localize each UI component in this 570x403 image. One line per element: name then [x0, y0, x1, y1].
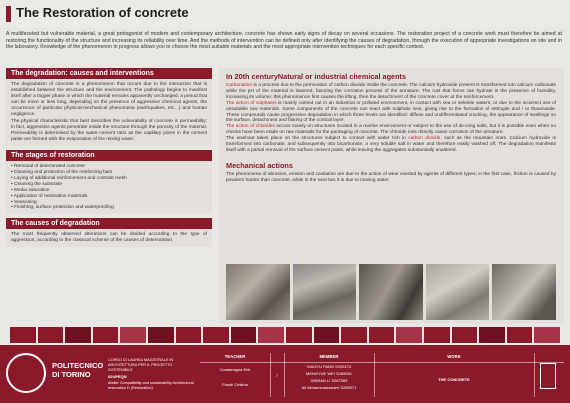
- member-3: XINRAN LI S287383: [310, 378, 348, 383]
- course-code: 02UPEQN: [108, 374, 127, 379]
- degree-course: CORSO DI LAUREA MAGISTRALE IN ARCHITETTURA PER IL PROGETTO SOSTENIBILE: [108, 358, 174, 372]
- concrete-photo: [226, 264, 290, 320]
- teacher-1: Costamagna Erik: [219, 367, 251, 372]
- causes-text: The most frequently observed alterations can be divided according to the type of aggression, according to the classical scheme of the causes of deterioration.: [6, 229, 212, 247]
- washout-text-a: The washout takes place on the structures subject to contact with water rich in: [226, 136, 409, 142]
- list-item: • Seasoning: [11, 200, 207, 206]
- credits-table: [200, 353, 564, 397]
- list-item: • Laying of additional reinforcement and contrast mesh: [11, 176, 207, 182]
- member-4: Ali Mohammadzadeh S289571: [301, 385, 357, 390]
- group-number: 7: [275, 373, 279, 378]
- washout-paragraph: [226, 136, 556, 154]
- stages-heading: The stages of restoration: [6, 150, 212, 161]
- sulphates-paragraph: [226, 101, 556, 125]
- teacher-2: Fiandi Cristina: [222, 382, 248, 387]
- degradation-heading: The degradation: causes and interventions: [6, 68, 212, 79]
- carbonation-label: Carbonation: [226, 83, 253, 88]
- sulphates-text: is mainly carried out in an industrial or polluted environment, in contact with sea or selenite waters, or due to the incorrect use of unsuitable raw materials. Some components of the concrete can react with sulphate ions, giving rise to the formation of ettringite and / or thaumasite. These compounds cause progressive degradation in which three levels are identified: diffuse and undifferentiated cracking, the appearance of swellings on the surface, detachment and flaking of the cortical layer.: [226, 100, 556, 124]
- title-accent-bar: [6, 6, 11, 22]
- list-item: • Cleaning the substrate: [11, 182, 207, 188]
- right-column: [218, 68, 564, 323]
- chemical-heading: In 20th centuryNatural or industrial chemical agents: [226, 72, 407, 81]
- causes-heading: The causes of degradation: [6, 218, 212, 229]
- title-bar: [0, 0, 570, 28]
- carbon-dioxide-label: carbon dioxide: [408, 136, 441, 142]
- concrete-photo: [359, 264, 423, 320]
- member-1: XIAOYU FANG S295174: [306, 364, 352, 369]
- decorative-strip: [10, 327, 560, 343]
- chlorides-paragraph: [226, 124, 556, 136]
- page-title: The Restoration of concrete: [16, 5, 189, 20]
- photo-strip: [226, 264, 556, 320]
- chlorides-label: The action of chlorides: [226, 124, 275, 130]
- degradation-text: [6, 79, 212, 146]
- university-seal-icon: [6, 353, 46, 393]
- stages-list: [11, 164, 207, 211]
- mechanical-heading: Mechanical actions: [226, 160, 293, 170]
- concrete-photo: [293, 264, 357, 320]
- teacher-header: TEACHER: [224, 354, 246, 359]
- degradation-paragraph-1: The degradation of concrete is a phenomenon that occurs due to the interaction that is established between the structure and the environment. The pathology begins to manifest itself after a trigger phase in which the material remains apparently unchanged, a period that can be more or less long, depending on the presence of aggressive chemical agents, the occurrence of particular physical-mechanical phenomena (earthquakes, etc. .) and human negligence.: [11, 82, 207, 117]
- list-item: • Removal of deteriorated concrete: [11, 164, 207, 170]
- washout-text-b: , such as the mountain ones. Calcium hydroxide is transformed into carbonate, and subsequently into bicarbonate, a very soluble salt in water and therefore easily washed off. The degradation manifests itself with a partial removal of the surface cement paste, while leaving the aggregates substantially unaltered.: [226, 136, 556, 153]
- member-header: MEMBER: [319, 354, 339, 359]
- building-icon: [540, 363, 556, 389]
- chlorides-text: occurs mainly on structures located in a marine environment or subject to the use of de-icing salts, but it is possible even when no checks have been made on raw materials for the packaging of concrete. The chloride ions directly cause corrosion of the armature.: [226, 124, 556, 136]
- group-header: [270, 353, 284, 361]
- footer: [0, 345, 570, 403]
- concrete-photo: [426, 264, 490, 320]
- chemical-text: [218, 83, 564, 154]
- list-item: • Cleaning and protection of the reinforcing bars: [11, 170, 207, 176]
- degradation-paragraph-2: The physical characteristic that best describes the vulnerability of concrete is permeability; in fact, aggressive agents penetrate inside the structure through the porosity of the material. Permeability is determined by the water-cement ratio as the capillary pores in the cement paste are formed with the evaporation of the mixing water.: [11, 119, 207, 143]
- atelier-name: Atelier Compatibility and sustainability Architectural restoration D (Restoration): [108, 381, 194, 390]
- intro-paragraph: A multifaceted but vulnerable material, a great protagonist of modern and contemporary architecture, concrete has shown early signs of decay on several occasions. The restoration project of a concrete work must therefore be aimed at restoring the functionality of the structure and increasing its reliability over time. And the methods of intervention can be defined only after identifying the causes of degradation, through the execution of appropriate investigations on site and in the laboratory. Knowledge of the phenomenon in progress allows you to choose the most suitable materials and the most appropriate intervention techniques for each specific context.: [6, 31, 562, 50]
- work-title: THE CONCRETE: [438, 377, 470, 382]
- carbonation-text: is a process due to the permeation of carbon dioxide inside the concrete. The calcium hydroxide present is transformed into calcium carbonate while the pH of the material is lowered, favoring the corrosion process of the armature. The rust that forms can hydrate in the presence of humidity, increasing its volume; this phenomenon first causes the lifting, then the detachment of the concrete cover at the reinforcement.: [226, 83, 556, 100]
- university-name-line-2: DI TORINO: [52, 370, 91, 379]
- list-item: • Application of restoration materials: [11, 194, 207, 200]
- work-header: WORK: [447, 354, 461, 359]
- university-name: [52, 361, 103, 379]
- mechanical-text: The phenomena of abrasion, erosion and cavitation are due to the action of wear exerted by agents of different types; in the first case, friction is caused by powders harder than concrete, while in the next two it is due to moving water.: [226, 171, 556, 183]
- carbonation-paragraph: [226, 83, 556, 101]
- list-item: • Media saturation: [11, 188, 207, 194]
- left-column: [6, 68, 212, 323]
- stages-list-box: [6, 161, 212, 214]
- member-2: MENGYUE WEI S289051: [305, 371, 353, 376]
- university-name-line-1: POLITECNICO: [52, 361, 104, 370]
- sulphates-label: The action of sulphates: [226, 100, 277, 106]
- list-item: • Finishing, surface protection and waterproofing: [11, 205, 207, 211]
- concrete-photo: [492, 264, 556, 320]
